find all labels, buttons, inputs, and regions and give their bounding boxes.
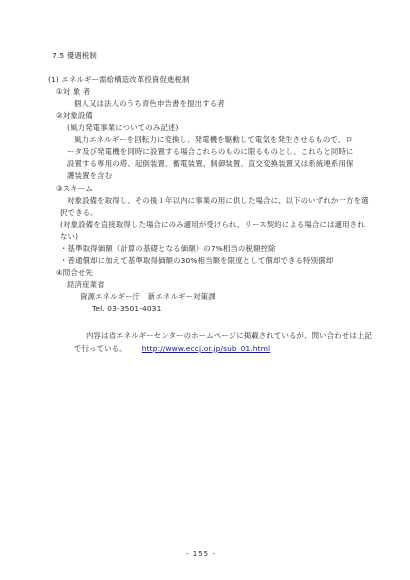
scheme-line: (対象設備を直接取得した場合にのみ適用が受けられ、リース契約による場合には適用され	[60, 220, 365, 229]
scheme-bullet: ・普通償却に加えて基準取得価額の30%相当額を限度として償却できる特別償却	[60, 256, 334, 265]
closing-line: 内容は省エネルギーセンターのホームページに掲載されているが、問い合わせは上記	[86, 331, 372, 340]
equipment-note: (風力発電事業についてのみ記述)	[67, 123, 179, 132]
section-title: 7.5 優遇税制	[52, 51, 97, 60]
contact-tel: Tel. 03-3501-4031	[92, 304, 162, 313]
contact-dept: 資源エネルギー庁 新エネルギー対策課	[80, 292, 216, 301]
scheme-bullet: ・基準取得価額（計算の基礎となる価額）の7%相当の税額控除	[60, 244, 276, 253]
scheme-line: 択できる。	[60, 208, 98, 217]
closing-text: で行っている。	[74, 344, 127, 353]
equipment-line: ータ及び発電機を同時に設置する場合これらのものに限るものとし、これらと同時に	[67, 147, 354, 156]
page-number: - 155 -	[186, 550, 216, 558]
closing-line2	[74, 344, 270, 354]
equipment-line: 風力エネルギーを回転力に変換し、発電機を駆動して電気を発生させるもので、ロ	[74, 135, 353, 144]
equipment-line: 護装置を含む	[67, 171, 113, 180]
scheme-heading: ③スキーム	[56, 184, 93, 193]
subsection-title: (1) エネルギー需給構造改革投資促進税制	[48, 75, 190, 84]
target-heading: ①対 象 者	[56, 87, 91, 96]
target-text: 個人又は法人のうち青色申告書を提出する者	[74, 99, 225, 108]
homepage-link[interactable]: http://www.eccj.or.jp/sub_01.html	[141, 344, 271, 353]
scheme-line: ない)	[60, 232, 79, 241]
scheme-line: 対象設備を取得し、その後１年以内に事業の用に供した場合に、以下のいずれか一方を選	[67, 196, 369, 205]
contact-org: 経済産業省	[67, 280, 105, 289]
equipment-heading: ②対象設備	[56, 111, 93, 120]
contact-heading: ④問合せ先	[56, 268, 93, 277]
equipment-line: 設置する専用の塔、起倒装置、蓄電装置、制御装置、直交変換装置又は系統連系用保	[67, 159, 354, 168]
